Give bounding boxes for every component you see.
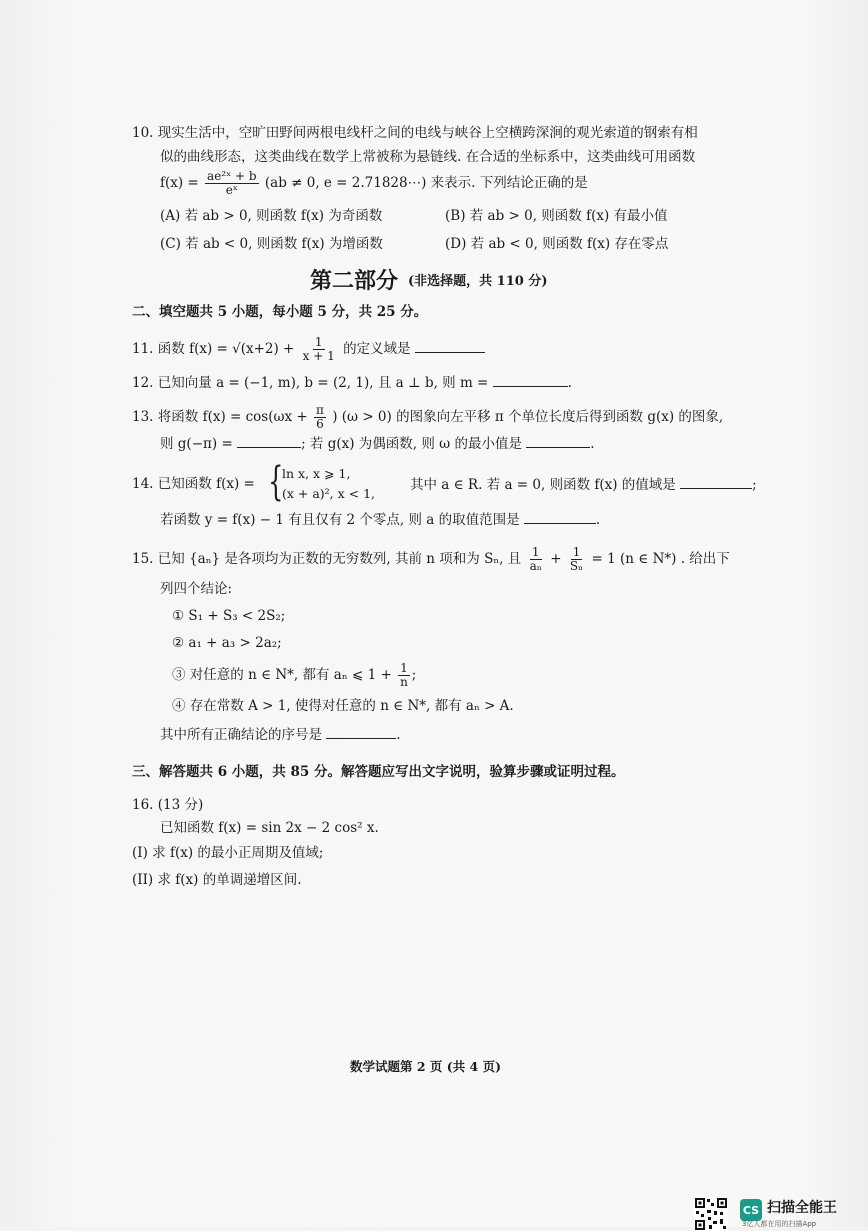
q16-header: 16. (13 分) (132, 797, 204, 813)
q11-answer-blank (415, 338, 485, 353)
q15-last: 其中所有正确结论的序号是 . (160, 724, 401, 745)
scanner-app-name: 扫描全能王 (767, 1200, 837, 1216)
q13-line2: 则 g(−π) = ; 若 g(x) 为偶函数, 则 ω 的最小值是 . (160, 433, 595, 454)
q16-part-1: (I) 求 f(x) 的最小正周期及值域; (132, 845, 324, 861)
part2-subtitle: (非选择题，共 110 分) (408, 274, 548, 289)
q16-stem: 已知函数 f(x) = sin 2x − 2 cos² x. (160, 820, 379, 836)
page-footer: 数学试题第 2 页 (共 4 页) (350, 1059, 501, 1074)
q15-conclusion-4: ④ 存在常数 A > 1, 使得对任意的 n ∈ N*, 都有 aₙ > A. (172, 698, 514, 714)
scanner-tagline: 3亿人都在用的扫描App (742, 1220, 817, 1228)
section3-heading: 三、解答题共 6 小题，共 85 分。解答题应写出文字说明，验算步骤或证明过程。 (132, 764, 625, 780)
q13-answer-blank-1 (237, 433, 301, 448)
q12: 12. 已知向量 a = (−1, m), b = (2, 1), 且 a ⊥ b, 则 m = . (132, 372, 572, 393)
q10-fraction: $\frac{\text{ae²ˣ + b}}{\text{eˣ}}$ (207, 169, 257, 197)
q10-option-d: (D) 若 ab < 0, 则函数 f(x) 存在零点 (445, 236, 669, 252)
q14-range-text: 其中 a ∈ R. 若 a = 0, 则函数 f(x) 的值域是 ; (410, 474, 757, 495)
part2-title: 第二部分 (310, 269, 399, 294)
q14-answer-blank-1 (680, 474, 752, 489)
q13-line1: 13. 将函数 f(x) = cos(ωx + $\frac{\pi}{6}$ ) (ω > 0) 的图象向左平移 π 个单位长度后得到函数 g(x) 的图象, (132, 403, 724, 431)
q14-answer-blank-2 (524, 509, 596, 524)
q10-option-a: (A) 若 ab > 0, 则函数 f(x) 为奇函数 (160, 208, 383, 224)
q11: 11. 函数 f(x) = √(x+2) + $\frac{1}{x + 1}$ 的定义域是 (132, 336, 485, 363)
q10-formula: f(x) = $\frac{\text{ae²ˣ + b}}{\text{eˣ}}$ (ab ≠ 0, e = 2.71828⋯) 来表示. 下列结论正确的是 (160, 169, 588, 197)
qr-code-icon (694, 1197, 728, 1231)
section2-heading: 二、填空题共 5 小题，每小题 5 分，共 25 分。 (132, 304, 428, 320)
q14-line1: 14. 已知函数 f(x) = (132, 476, 255, 492)
q15-conclusion-3: ③ 对任意的 n ∈ N*, 都有 aₙ ⩽ 1 + $\frac{1}{n}$ ; (172, 661, 417, 689)
q10-line2: 似的曲线形态，这类曲线在数学上常被称为悬链线. 在合适的坐标系中，这类曲线可用函数 (160, 149, 696, 165)
q12-answer-blank (493, 372, 568, 387)
q15-conclusion-1: ① S₁ + S₃ < 2S₂; (172, 608, 286, 624)
q16-part-2: (II) 求 f(x) 的单调递增区间. (132, 872, 302, 888)
q15-answer-blank (326, 724, 396, 739)
q15-line1: 15. 已知 {aₙ} 是各项均为正数的无穷数列, 其前 n 项和为 Sₙ, 且 $\frac{1}{\text{aₙ}}$ + $\frac{1}{\text{Sₙ}}$ = 1 (n ∈ N*) . 给出下 (132, 545, 730, 573)
q10-option-c: (C) 若 ab < 0, 则函数 f(x) 为增函数 (160, 236, 383, 252)
q10-option-b: (B) 若 ab > 0, 则函数 f(x) 有最小值 (445, 208, 668, 224)
q10-line1: 10. 现实生活中，空旷田野间两根电线杆之间的电线与峡谷上空横跨深涧的观光索道的钢索有相 (132, 125, 698, 141)
q15-line2: 列四个结论: (160, 581, 233, 597)
q14-brace: { (268, 459, 284, 505)
scanner-logo-icon: CS (740, 1199, 762, 1221)
q15-conclusion-2: ② a₁ + a₃ > 2a₂; (172, 635, 282, 651)
q13-answer-blank-2 (526, 433, 590, 448)
q14-cases: ln x, x ⩾ 1, (x + a)², x < 1, (282, 466, 376, 501)
q14-line2: 若函数 y = f(x) − 1 有且仅有 2 个零点, 则 a 的取值范围是 . (160, 509, 600, 530)
